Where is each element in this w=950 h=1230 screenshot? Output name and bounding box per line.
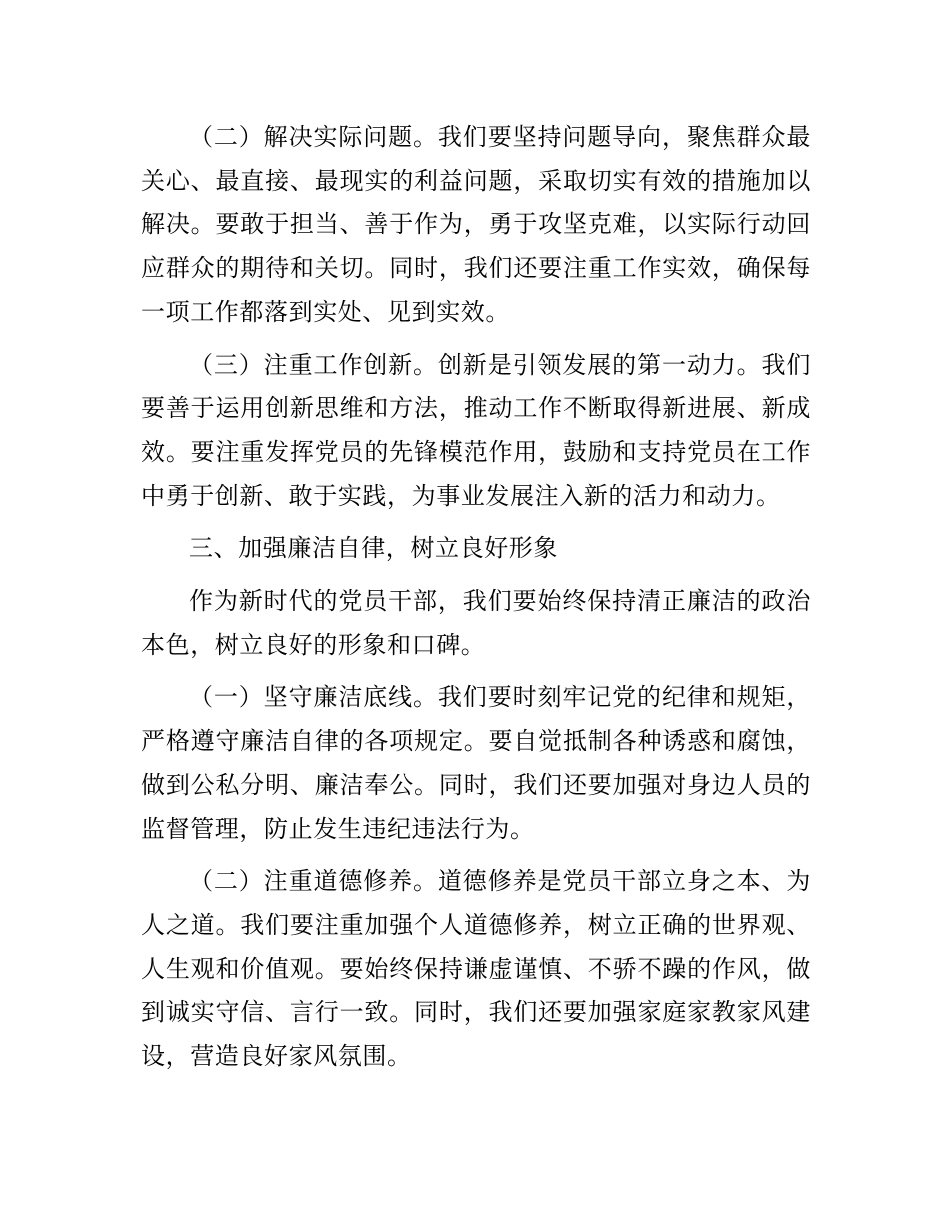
- paragraph-integrity-bottom-line: （一）坚守廉洁底线。我们要时刻牢记党的纪律和规矩，严格遵守廉洁自律的各项规定。要自觉抵制各种诱惑和腐蚀，做到公私分明、廉洁奉公。同时，我们还要加强对身边人员的监督管理，防止发生违纪违法行为。: [141, 683, 811, 843]
- document-body: [141, 116, 811, 1088]
- paragraph-solve-practical-problems: （二）解决实际问题。我们要坚持问题导向，聚焦群众最关心、最直接、最现实的利益问题，采取切实有效的措施加以解决。要敢于担当、善于作为，勇于攻坚克难，以实际行动回应群众的期待和关切。同时，我们还要注重工作实效，确保每一项工作都落到实处、见到实效。: [141, 123, 811, 326]
- section-heading-integrity: 三、加强廉洁自律，树立良好形象: [189, 534, 558, 563]
- paragraph-moral-cultivation: （二）注重道德修养。道德修养是党员干部立身之本、为人之道。我们要注重加强个人道德修养，树立正确的世界观、人生观和价值观。要始终保持谦虚谨慎、不骄不躁的作风，做到诚实守信、言行一致。同时，我们还要加强家庭家教家风建设，营造良好家风氛围。: [141, 867, 811, 1071]
- paragraph-integrity-intro: 作为新时代的党员干部，我们要始终保持清正廉洁的政治本色，树立良好的形象和口碑。: [141, 587, 811, 659]
- paragraph-work-innovation: （三）注重工作创新。创新是引领发展的第一动力。我们要善于运用创新思维和方法，推动工作不断取得新进展、新成效。要注重发挥党员的先锋模范作用，鼓励和支持党员在工作中勇于创新、敢于实践，为事业发展注入新的活力和动力。: [141, 350, 811, 510]
